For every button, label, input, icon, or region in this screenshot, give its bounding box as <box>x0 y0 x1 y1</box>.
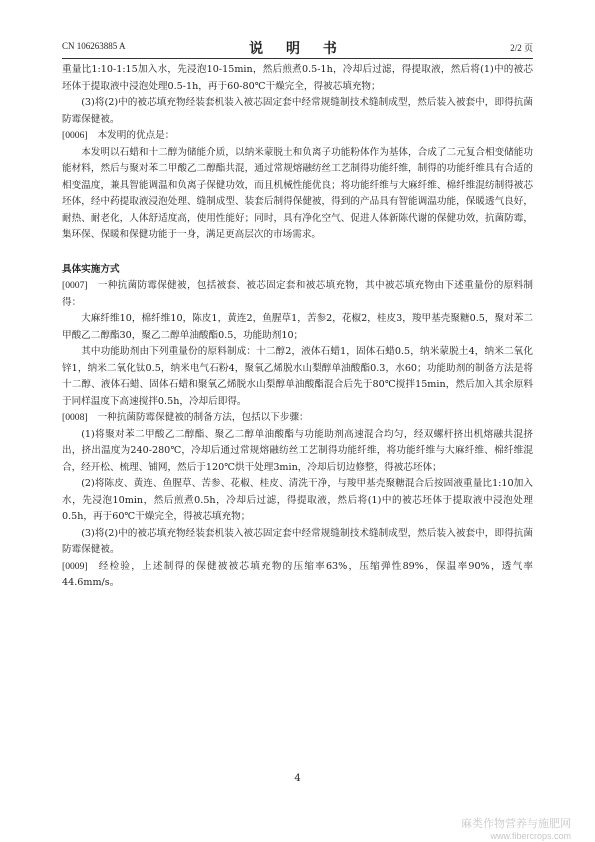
paragraph-number: [0006] <box>62 130 88 141</box>
watermark <box>461 815 571 841</box>
header-divider <box>62 58 533 59</box>
paragraph <box>62 128 533 145</box>
paragraph <box>62 476 533 526</box>
paragraph-text: 大麻纤维10，棉纤维10，陈皮1，黄连2，鱼腥草1，苦参2，花椒2，桂皮3，羧甲基壳聚糖0.5，聚对苯二甲酸乙二醇酯30，聚乙二醇单油酸酯0.5，功能助剂10； <box>62 313 533 341</box>
page-indicator: 2/2 页 <box>510 43 533 53</box>
paragraph <box>62 344 533 410</box>
paragraph-text: (3)将(2)中的被芯填充物经装套机装入被芯固定套中经常规缝制技术缝制成型，然后装入被套中，即得抗菌防霉保健被。 <box>62 97 533 125</box>
paragraph <box>62 559 533 592</box>
section-heading: 具体实施方式 <box>62 263 120 275</box>
watermark-url: www.fibercrops.com <box>490 831 571 841</box>
watermark-site-name: 麻类作物营养与施肥网 <box>461 817 571 830</box>
paragraph-text: 一种抗菌防霉保健被的制备方法，包括以下步骤： <box>97 412 309 423</box>
paragraph <box>62 311 533 344</box>
paragraph <box>62 278 533 311</box>
paragraph-text: 一种抗菌防霉保健被，包括被套、被芯固定套和被芯填充物，其中被芯填充物由下述重量份的原料制得： <box>62 280 533 308</box>
patent-number: CN 106263885 A <box>62 41 126 51</box>
paragraph-text: 经检验，上述制得的保健被被芯填充物的压缩率63%，压缩弹性89%，保温率90%，透气率44.6mm/s。 <box>62 560 533 588</box>
page-number: 4 <box>294 773 301 784</box>
paragraph <box>62 526 533 559</box>
paragraph-text: 其中功能助剂由下列重量份的原料制成：十二醇2，液体石蜡1，固体石蜡0.5，纳米蒙脱土4，纳米二氧化锌1，纳米二氧化钛0.5，纳米电气石粉4，聚氧乙烯脱水山梨醇单油酸酯0.3，水60；功能助剂的制备方法是将十二醇、液体石蜡、固体石蜡和聚氧乙烯脱水山梨醇单油酸酯混合后先于80℃搅拌15min，然后加入其余原料于同样温度下高速搅拌0.5h，冷却后即得。 <box>62 346 533 407</box>
paragraph <box>62 95 533 128</box>
paragraph <box>62 410 533 427</box>
paragraph-text: 重量比1:10-1:15加入水，先浸泡10-15min，然后煎煮0.5-1h，冷却后过滤，得提取液，然后将(1)中的被芯坯体于提取液中浸泡处理0.5-1h，再于60-80℃干燥完全，得被芯填充物； <box>62 64 533 92</box>
paragraph-number: [0008] <box>62 412 88 423</box>
paragraph-number: [0009] <box>62 560 88 572</box>
paragraph-text: (2)将陈皮、黄连、鱼腥草、苦参、花椒、桂皮、清洗干净，与羧甲基壳聚糖混合后按固液重量比1:10加入水，先浸泡10min，然后煎煮0.5h，冷却后过滤，得提取液，然后将(1)中的被芯坯体于提取液中浸泡处理0.5h，再于60℃干燥完全，得被芯填充物； <box>62 478 533 522</box>
paragraph-text: 本发明以石蜡和十二醇为储能介质，以纳米蒙脱土和负离子功能粉体作为基体，合成了二元复合相变储能功能材料，然后与聚对苯二甲酸乙二醇酯共混，通过常规熔融纺丝工艺制得功能纤维，制得的功能纤维具有合适的相变温度，兼具智能调温和负离子保健功效，而且机械性能优良；将功能纤维与大麻纤维、棉纤维混纺制得被芯坯体，经中药提取液浸泡处理、缝制成型、装套后制得保健被，得到的产品具有智能调温功能，保暖透气良好，耐热、耐老化，人体舒适度高，使用性能好；同时，具有净化空气、促进人体新陈代谢的保健功效，抗菌防霉，集环保、保暖和保健功能于一身，满足更高层次的市场需求。 <box>62 146 533 240</box>
paragraph-number: [0007] <box>62 280 88 291</box>
document-body <box>62 62 533 592</box>
paragraph <box>62 145 533 244</box>
paragraph <box>62 427 533 477</box>
paragraph-text: (3)将(2)中的被芯填充物经装套机装入被芯固定套中经常规缝制技术缝制成型，然后装入被套中，即得抗菌防霉保健被。 <box>62 527 533 555</box>
paragraph-text: (1)将聚对苯二甲酸乙二醇酯、聚乙二醇单油酸酯与功能助剂高速混合均匀，经双螺杆挤出机熔融共混挤出，挤出温度为240-280℃，冷却后通过常规熔融纺丝工艺制得功能纤维，将功能纤维与大麻纤维、棉纤维混合，经开松、梳理、铺网，然后于120℃烘干处理3min，冷却后切边修整，得被芯坯体； <box>62 428 533 473</box>
page-header <box>62 38 533 56</box>
document-title: 说 明 书 <box>249 41 346 57</box>
paragraph <box>62 62 533 95</box>
paragraph-text: 本发明的优点是： <box>97 130 175 141</box>
